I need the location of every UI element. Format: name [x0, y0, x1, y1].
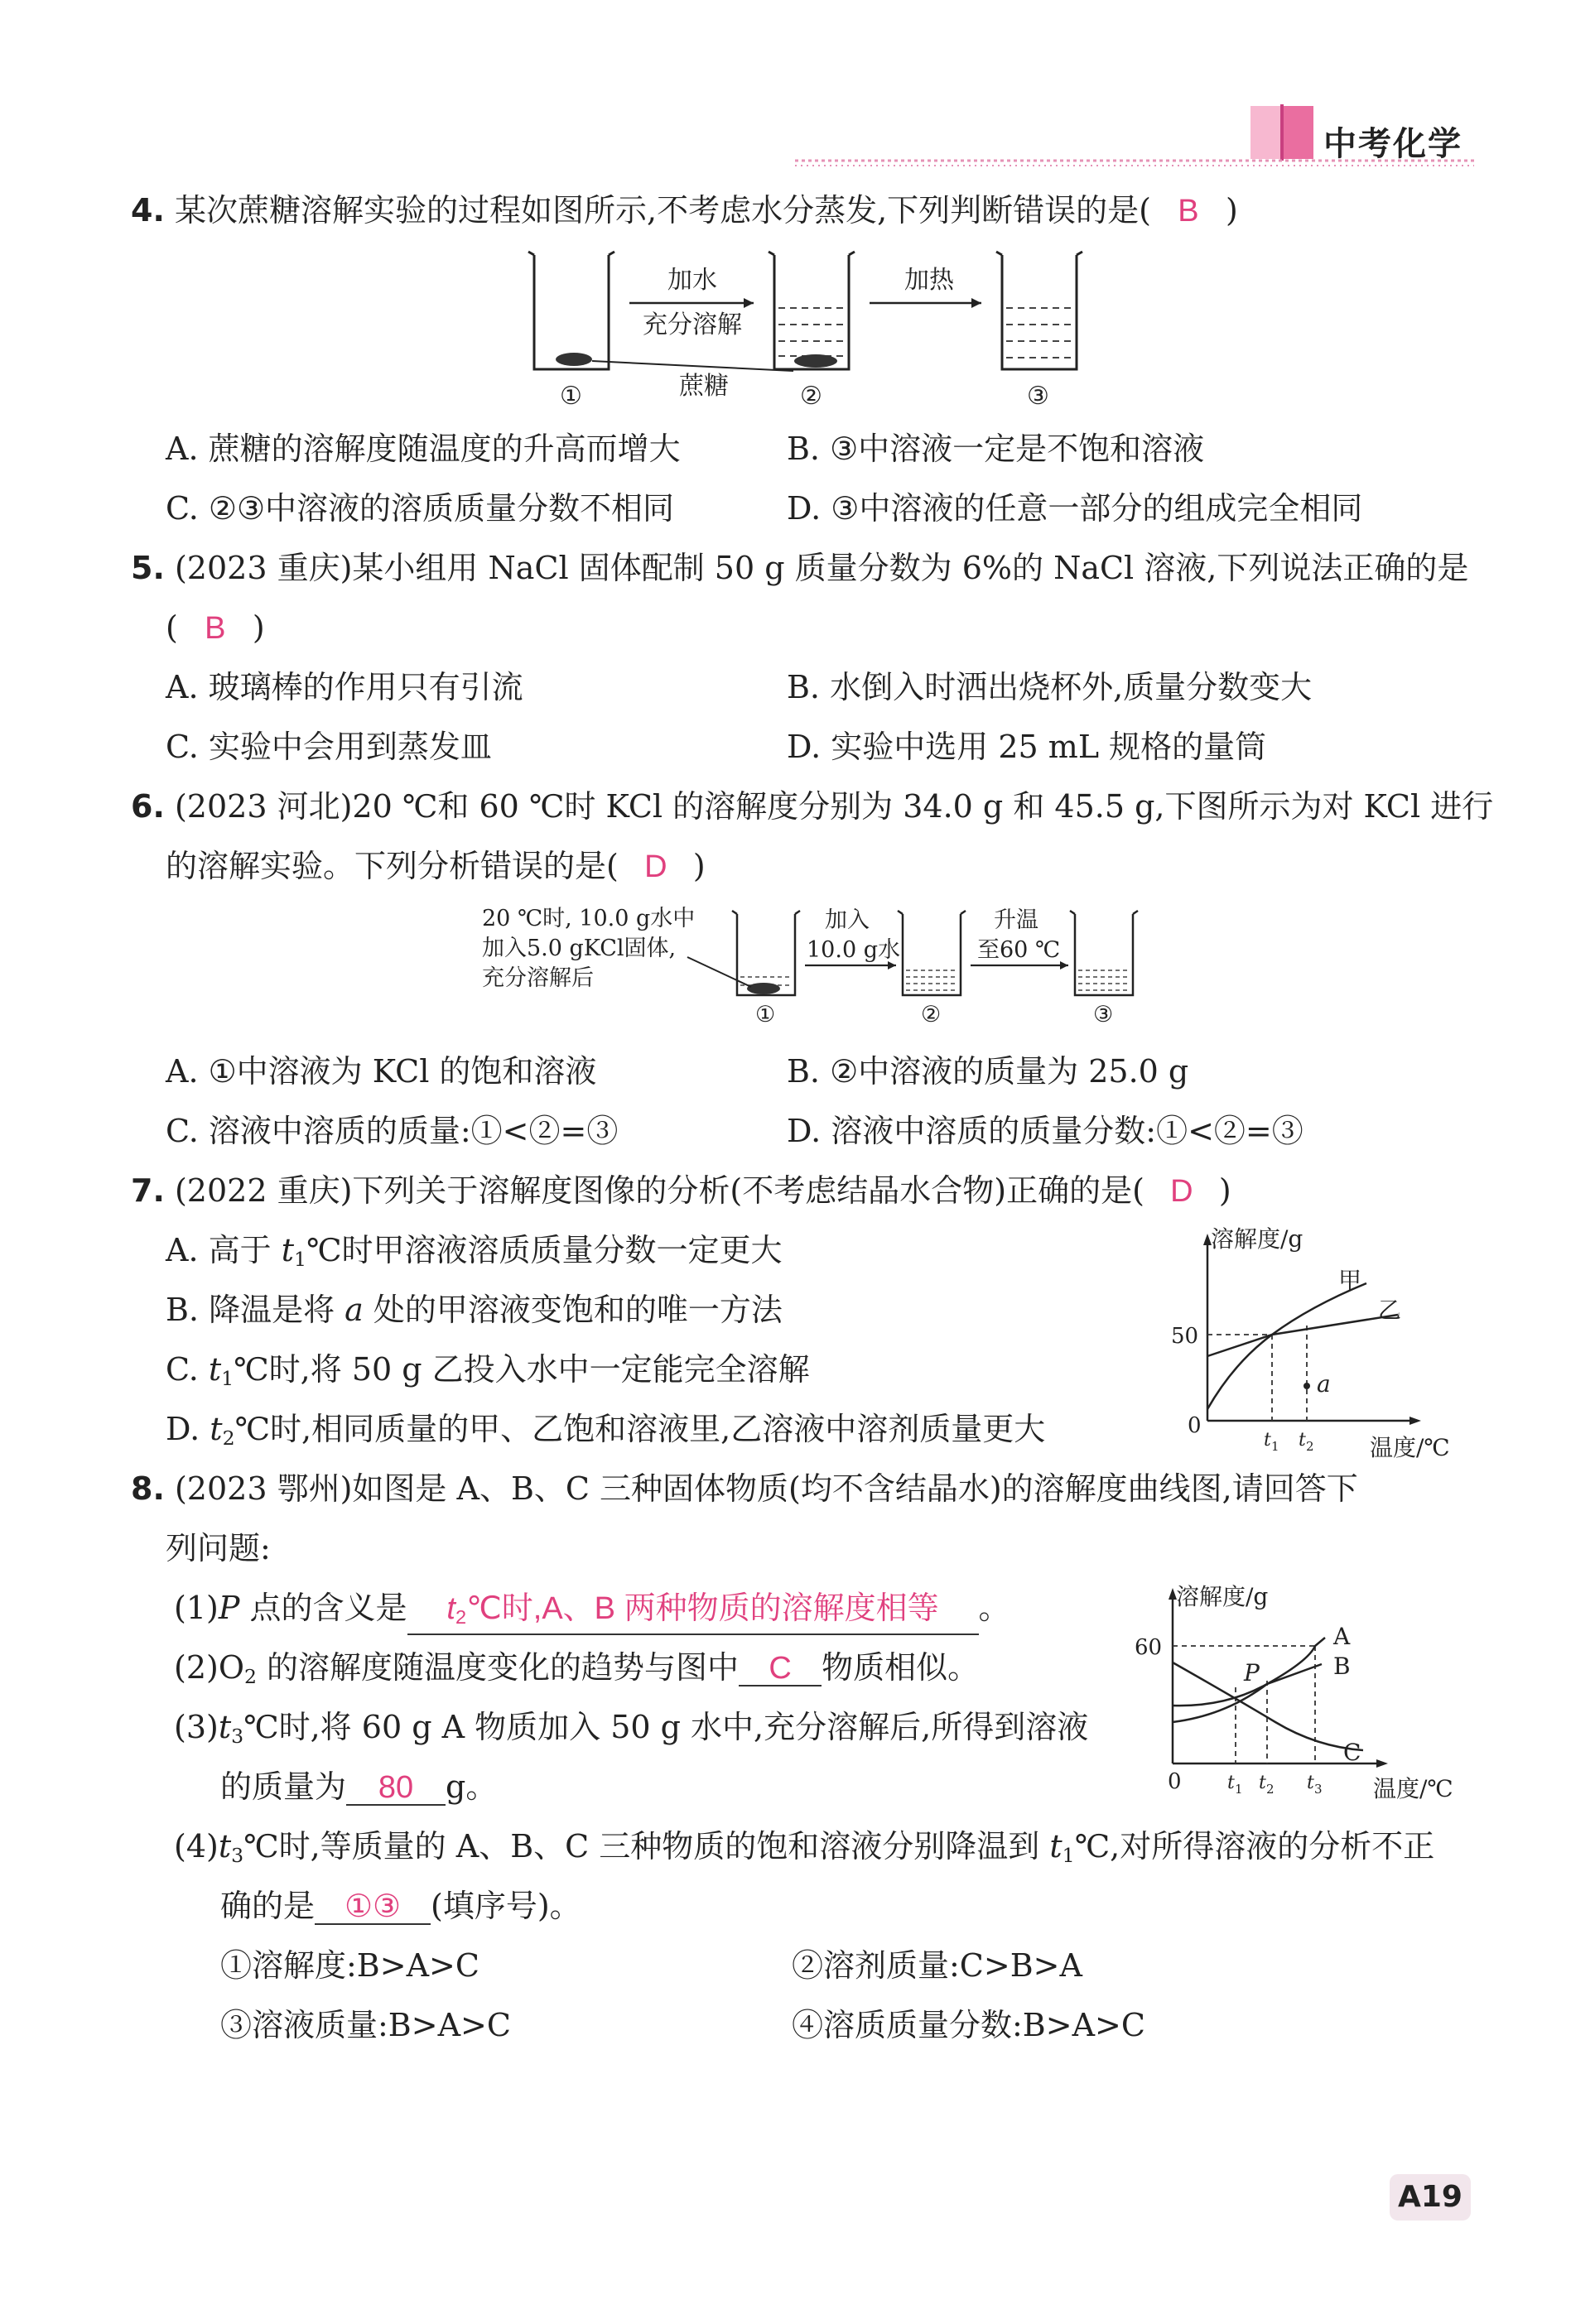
q7-number: 7. — [131, 1172, 165, 1209]
q4-option-b: B. ③中溶液一定是不饱和溶液 — [787, 431, 1205, 467]
arrow2-label: 加热 — [904, 266, 954, 295]
sugar-label: 蔗糖 — [679, 372, 729, 401]
q7-ylabel: 溶解度/g — [1211, 1225, 1303, 1253]
svg-text:1: 1 — [1235, 1782, 1243, 1797]
q8-tick-60: 60 — [1135, 1635, 1163, 1660]
q8-part4: $(4)t_3℃$时,等质量的 A、B、C 三种物质的饱和溶液分别降温到 $t_1℃$,对所得溶液的分析不正 — [174, 1828, 1435, 1867]
q7-tick-50: 50 — [1171, 1324, 1199, 1349]
q5-stem — [131, 550, 1468, 586]
q8-label-a: A — [1333, 1623, 1351, 1650]
svg-text:t: t — [1307, 1773, 1314, 1793]
svg-text:2: 2 — [1266, 1782, 1275, 1797]
arrow1-label-top: 加水 — [667, 266, 717, 295]
sugar-pointer — [592, 361, 793, 371]
q5-text: (2023 重庆)某小组用 NaCl 固体配制 50 g 质量分数为 6%的 NaCl 溶液,下列说法正确的是 — [174, 550, 1469, 586]
q8-number: 8. — [131, 1470, 165, 1507]
q5-number: 5. — [131, 550, 165, 586]
q6-option-d: D. 溶液中溶质的质量分数:①<②=③ — [787, 1113, 1303, 1149]
q7-xlabel: 温度/℃ — [1370, 1434, 1450, 1461]
q6-option-c: C. 溶液中溶质的质量:①<②=③ — [166, 1113, 619, 1149]
svg-text:t: t — [1259, 1773, 1266, 1793]
q8-part2-answer: C — [739, 1652, 822, 1686]
label-1: ① — [560, 382, 582, 411]
q6-arrow1-bottom: 10.0 g水 — [807, 937, 900, 963]
q7-option-b: B. 降温是将 a 处的甲溶液变饱和的唯一方法 — [166, 1292, 783, 1328]
q8-xlabel: 温度/℃ — [1373, 1775, 1453, 1802]
q7-label-yi: 乙 — [1378, 1297, 1402, 1324]
q6-answer: D — [644, 849, 667, 884]
label-2: ② — [800, 382, 822, 411]
arrow1-label-bottom: 充分溶解 — [643, 310, 742, 339]
q5-option-a: A. 玻璃棒的作用只有引流 — [166, 669, 523, 705]
q7-graph — [1168, 1222, 1474, 1462]
svg-text:1: 1 — [1271, 1439, 1279, 1454]
q7-option-c: C. $t_1℃$时,将 50 g 乙投入水中一定能完全溶解 — [166, 1351, 810, 1390]
q6-stem-line2: 的溶解实验。下列分析错误的是( D ) — [166, 848, 706, 884]
q6-condition-2: 加入5.0 gKCl固体, — [482, 936, 677, 961]
q6-figure — [482, 899, 1161, 1032]
q7-stem: 7. (2022 重庆)下列关于溶解度图像的分析(不考虑结晶水合物)正确的是( D ) — [131, 1172, 1231, 1209]
q4-option-c: C. ②③中溶液的溶质质量分数不相同 — [166, 490, 675, 527]
q5-answer-line: ( B ) — [166, 609, 265, 646]
q6-option-a: A. ①中溶液为 KCl 的饱和溶液 — [166, 1053, 597, 1090]
q8-part3: $(3)t_3℃$时,将 60 g A 物质加入 50 g 水中,充分溶解后,所得到溶液 — [174, 1709, 1089, 1748]
q5-answer: B — [205, 611, 226, 646]
q8-part3-line2: 的质量为 80 g。 — [220, 1768, 498, 1805]
header-rule — [795, 157, 1474, 169]
q8-part4-line2: 确的是 ①③ (填序号)。 — [220, 1888, 581, 1924]
q6-condition-1: 20 ℃时, 10.0 g水中 — [482, 906, 696, 931]
q4-text: 某次蔗糖溶解实验的过程如图所示,不考虑水分蒸发,下列判断错误的是( — [174, 192, 1151, 229]
beaker-3 — [1002, 255, 1077, 369]
q6-arrow2-top: 升温 — [994, 907, 1038, 933]
svg-text:t: t — [1299, 1430, 1306, 1451]
q4-stem: 4. 某次蔗糖溶解实验的过程如图所示,不考虑水分蒸发,下列判断错误的是( B ) — [131, 192, 1238, 229]
q8-label-p: P — [1244, 1659, 1260, 1686]
q4-figure — [513, 245, 1093, 411]
q8-stem-line1: 8. (2023 鄂州)如图是 A、B、C 三种固体物质(均不含结晶水)的溶解度曲线图,请回答下 — [131, 1470, 1358, 1507]
svg-text:②: ② — [921, 1002, 942, 1027]
sugar-pile — [556, 353, 592, 366]
svg-text:0: 0 — [1188, 1413, 1202, 1438]
svg-text:t: t — [1227, 1773, 1235, 1793]
q7-option-d: D. $t_2℃$时,相同质量的甲、乙饱和溶液里,乙溶液中溶剂质量更大 — [166, 1411, 1046, 1450]
q7-curve-jia — [1207, 1283, 1366, 1409]
beaker-2 — [774, 255, 849, 369]
q8-part1-answer: $t_2℃$时,A、B 两种物质的溶解度相等 — [407, 1592, 979, 1635]
q4-option-d: D. ③中溶液的任意一部分的组成完全相同 — [787, 490, 1363, 527]
q8-stem-line2: 列问题: — [166, 1530, 271, 1566]
q5-option-c: C. 实验中会用到蒸发皿 — [166, 729, 492, 765]
svg-text:0: 0 — [1168, 1769, 1182, 1794]
q8-part4-answer: ①③ — [315, 1890, 431, 1925]
q8-graph — [1135, 1576, 1474, 1816]
q7-answer: D — [1170, 1174, 1193, 1209]
q5-option-d: D. 实验中选用 25 mL 规格的量筒 — [787, 729, 1267, 765]
q8-item-4: ④溶质质量分数:B>A>C — [792, 2007, 1145, 2043]
q8-item-3: ③溶液质量:B>A>C — [220, 2007, 511, 2043]
q8-part1: (1)P 点的含义是 $t_2℃$时,A、B 两种物质的溶解度相等 。 — [174, 1590, 1010, 1635]
svg-text:③: ③ — [1093, 1002, 1114, 1027]
q4-answer: B — [1178, 194, 1199, 229]
q8-ylabel: 溶解度/g — [1176, 1583, 1269, 1610]
header-title: 中考化学 — [1323, 125, 1462, 163]
q8-label-c: C — [1343, 1739, 1361, 1766]
svg-text:3: 3 — [1314, 1782, 1323, 1797]
q6-condition-3: 充分溶解后 — [482, 965, 594, 991]
svg-text:2: 2 — [1306, 1439, 1314, 1454]
q8-item-2: ②溶剂质量:C>B>A — [792, 1947, 1082, 1984]
q7-curve-yi — [1207, 1315, 1398, 1356]
book-icon — [1242, 99, 1325, 166]
q6-number: 6. — [131, 788, 165, 825]
q7-point-a — [1303, 1383, 1310, 1389]
q4-option-a: A. 蔗糖的溶解度随温度的升高而增大 — [166, 431, 681, 467]
beaker-1 — [534, 255, 609, 369]
q4-number: 4. — [131, 192, 165, 229]
q8-part3-answer: 80 — [346, 1771, 446, 1806]
q8-label-b: B — [1333, 1653, 1351, 1680]
q6-stem-line1: 6. (2023 河北)20 ℃和 60 ℃时 KCl 的溶解度分别为 34.0 g 和 45.5 g,下图所示为对 KCl 进行 — [131, 788, 1494, 825]
page-number: A19 — [1390, 2174, 1471, 2221]
q6-option-b: B. ②中溶液的质量为 25.0 g — [787, 1053, 1189, 1090]
q8-part2: $(2)O_2$ 的溶解度随温度变化的趋势与图中 C 物质相似。 — [174, 1649, 980, 1688]
q5-option-b: B. 水倒入时洒出烧杯外,质量分数变大 — [787, 669, 1313, 705]
q6-arrow2-bottom: 至60 ℃ — [977, 937, 1061, 963]
q7-option-a: A. 高于 $t_1℃$时甲溶液溶质质量分数一定更大 — [166, 1232, 783, 1271]
label-3: ③ — [1027, 382, 1049, 411]
svg-text:t: t — [1264, 1430, 1271, 1451]
q7-label-jia: 甲 — [1338, 1267, 1362, 1294]
q6-arrow1-top: 加入 — [825, 907, 870, 933]
q8-item-1: ①溶解度:B>A>C — [220, 1947, 479, 1984]
svg-text:①: ① — [755, 1002, 776, 1027]
svg-text:a: a — [1317, 1370, 1331, 1398]
